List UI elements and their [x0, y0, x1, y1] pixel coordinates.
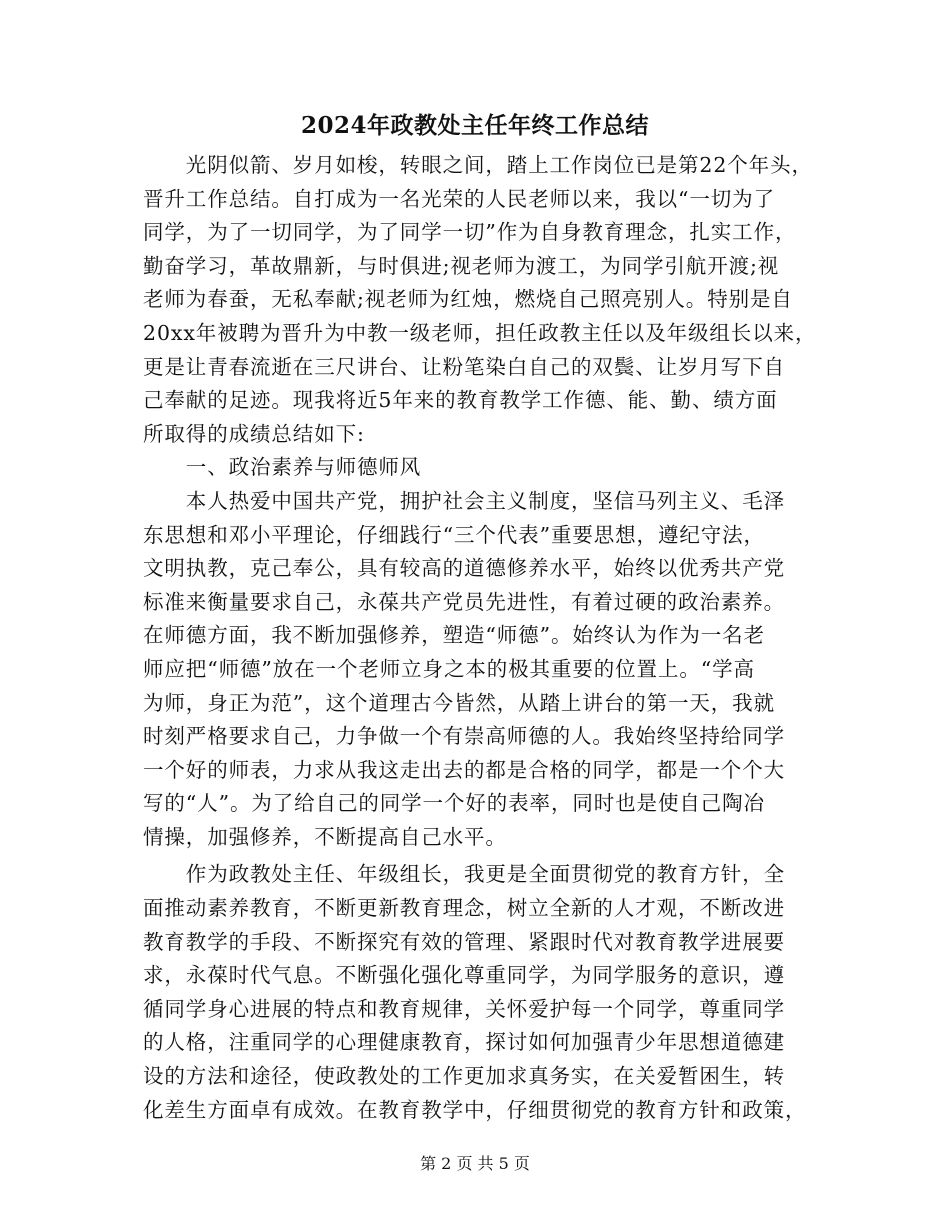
text-line: 化差生方面卓有成效。在教育教学中，仔细贯彻党的教育方针和政策， [143, 1097, 807, 1122]
text-line: 时刻严格要求自己，力争做一个有崇高师德的人。我始终坚持给同学 [143, 724, 785, 749]
section-heading: 一、政治素养与师德师风 [143, 455, 422, 480]
text-line: 写的“人”。为了给自己的同学一个好的表率，同时也是使自己陶冶 [143, 791, 765, 816]
text-line: 晋升工作总结。自打成为一名光荣的人民老师以来，我以“一切为了 [143, 186, 775, 211]
text-line: 的人格，注重同学的心理健康教育，探讨如何加强青少年思想道德建 [143, 1030, 785, 1055]
text-line: 同学，为了一切同学，为了同学一切”作为自身教育理念，扎实工作， [143, 220, 797, 245]
text-line: 东思想和邓小平理论，仔细践行“三个代表”重要思想，遵纪守法， [143, 522, 765, 547]
text-line: 标准来衡量要求自己，永葆共产党员先进性，有着过硬的政治素养。 [143, 589, 785, 614]
text-line: 老师为春蚕，无私奉献;视老师为红烛，燃烧自己照亮别人。特别是自 [143, 287, 793, 312]
text-line: 所取得的成绩总结如下: [143, 421, 365, 446]
text-line: 文明执教，克己奉公，具有较高的道德修养水平，始终以优秀共产党 [143, 556, 785, 581]
text-line: 勤奋学习，革故鼎新，与时俱进;视老师为渡工，为同学引航开渡;视 [143, 253, 780, 278]
text-line: 情操，加强修养，不断提高自己水平。 [143, 824, 507, 849]
text-line: 师应把“师德”放在一个老师立身之本的极其重要的位置上。“学高 [143, 656, 755, 681]
text-line: 设的方法和途径，使政教处的工作更加求真务实，在关爱暂困生，转 [143, 1064, 785, 1089]
text-line: 为师，身正为范”，这个道理古今皆然，从踏上讲台的第一天，我就 [143, 690, 775, 715]
text-line: 一个好的师表，力求从我这走出去的都是合格的同学，都是一个个大 [143, 757, 785, 782]
text-line: 在师德方面，我不断加强修养，塑造“师德”。始终认为作为一名老 [143, 623, 765, 648]
text-line: 循同学身心进展的特点和教育规律，关怀爱护每一个同学，尊重同学 [143, 996, 785, 1021]
document-body [143, 149, 823, 1127]
text-line: 光阴似箭、岁月如梭，转眼之间，踏上工作岗位已是第22个年头， [143, 153, 813, 177]
text-line: 20xx年被聘为晋升为中教一级老师，担任政教主任以及年级组长以来， [143, 320, 817, 345]
text-line: 教育教学的手段、不断探究有效的管理、紧跟时代对教育教学进展要 [143, 929, 785, 954]
page-number-footer: 第 2 页 共 5 页 [420, 1154, 530, 1173]
text-line: 面推动素养教育，不断更新教育理念，树立全新的人才观，不断改进 [143, 896, 785, 921]
text-line: 求，永葆时代气息。不断强化强化尊重同学，为同学服务的意识，遵 [143, 963, 785, 988]
text-line: 己奉献的足迹。现我将近5年来的教育教学工作德、能、勤、绩方面 [143, 388, 778, 413]
document-title: 2024年政教处主任年终工作总结 [300, 112, 649, 139]
text-line: 本人热爱中国共产党，拥护社会主义制度，坚信马列主义、毛泽 [143, 488, 785, 513]
text-line: 更是让青春流逝在三尺讲台、让粉笔染白自己的双鬓、让岁月写下自 [143, 354, 785, 379]
text-line: 作为政教处主任、年级组长，我更是全面贯彻党的教育方针，全 [143, 862, 785, 887]
